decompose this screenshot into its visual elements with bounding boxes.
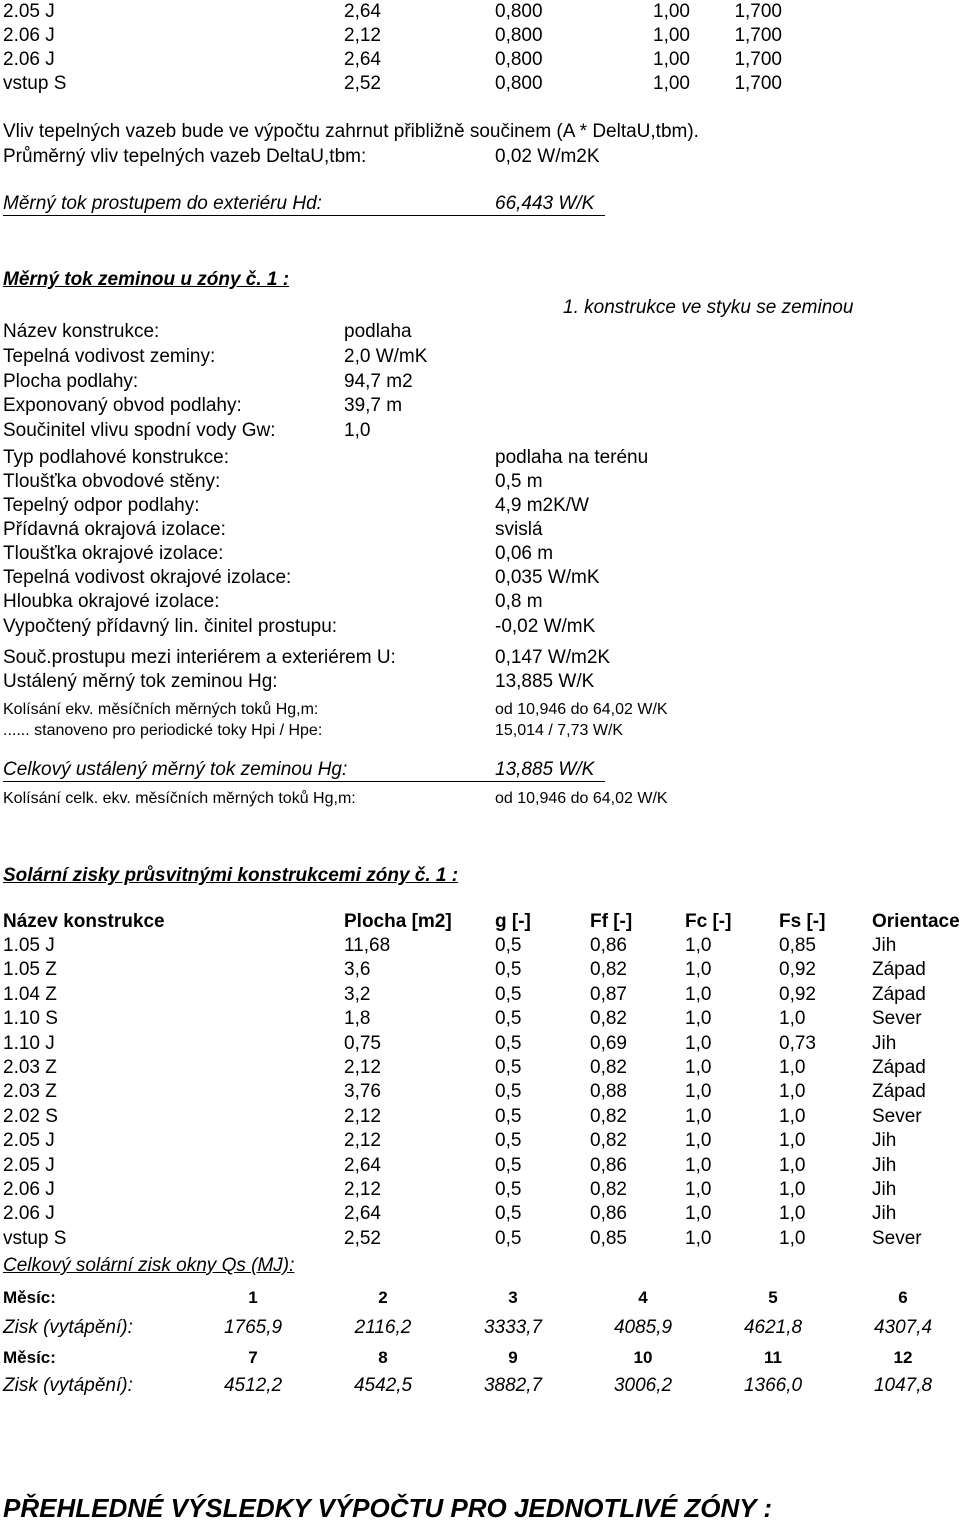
cell: 1,0 [685, 1228, 712, 1249]
ground-total-label: Celkový ustálený měrný tok zeminou Hg: [3, 759, 348, 780]
field-label: Kolísání ekv. měsíčních měrných toků Hg,m: [3, 701, 319, 718]
table-row [0, 1105, 960, 1129]
cell: 0,82 [590, 1057, 627, 1078]
cell: Sever [872, 1228, 922, 1249]
cell: 0,82 [590, 1106, 627, 1127]
column-header: g [-] [495, 911, 531, 932]
gain-value: 2116,2 [354, 1317, 412, 1338]
field-value: 0,035 W/mK [495, 567, 600, 588]
cell: 2,64 [344, 1, 381, 22]
ground-subheading-row [0, 296, 960, 320]
construction-name: 2.06 J [3, 1203, 55, 1224]
cell: 1,0 [685, 1203, 712, 1224]
construction-name: 1.10 J [3, 1033, 55, 1054]
field-label: ...... stanoveno pro periodické toky Hpi / Hpe: [3, 722, 323, 739]
gain-value: 3882,7 [483, 1375, 543, 1396]
table-row [0, 1227, 960, 1251]
field-value: 15,014 / 7,73 W/K [495, 722, 624, 739]
cell: 1,0 [685, 1179, 712, 1200]
solar-total-label: Celkový solární zisk okny Qs (MJ): [3, 1255, 295, 1276]
month-number: 8 [378, 1348, 388, 1367]
cell: 1,00 [653, 25, 690, 46]
field-label: Název konstrukce: [3, 321, 160, 342]
field-value: 0,147 W/m2K [495, 647, 611, 668]
month-number: 1 [248, 1288, 258, 1307]
field-label: Exponovaný obvod podlahy: [3, 395, 242, 416]
cell: 1,0 [779, 1155, 806, 1176]
gain-value: 4085,9 [613, 1317, 673, 1338]
cell: 1,0 [685, 1008, 712, 1029]
cell: 1,0 [685, 1155, 712, 1176]
field-value: svislá [495, 519, 543, 540]
cell: 2,52 [344, 73, 381, 94]
ground-subheading: 1. konstrukce ve styku se zeminou [563, 297, 854, 318]
cell: 1,0 [685, 1106, 712, 1127]
thermal-note-row [0, 120, 960, 144]
field-value: podlaha na terénu [495, 447, 649, 468]
cell: 1,700 [734, 25, 782, 46]
ground-detail-row [0, 566, 960, 590]
construction-name: 1.05 Z [3, 959, 57, 980]
field-value: 39,7 m [344, 395, 403, 416]
thermal-avg-label: Průměrný vliv tepelných vazeb DeltaU,tbm: [3, 146, 367, 167]
table-row [0, 1056, 960, 1080]
field-value: 2,0 W/mK [344, 346, 428, 367]
final-heading: PŘEHLEDNÉ VÝSLEDKY VÝPOČTU PRO JEDNOTLIVÉ ZÓNY : [3, 1493, 773, 1523]
gain-value: 4621,8 [743, 1317, 803, 1338]
construction-name: 2.05 J [3, 1, 55, 22]
hd-row [0, 192, 960, 216]
field-value: 0,5 m [495, 471, 543, 492]
cell: 0,5 [495, 1008, 522, 1029]
field-label: Přídavná okrajová izolace: [3, 519, 226, 540]
cell: 1,0 [685, 984, 712, 1005]
gain-label: Zisk (vytápění): [3, 1375, 133, 1396]
ground-basic-row [0, 320, 960, 344]
cell: 0,800 [495, 73, 543, 94]
solar-total-row [0, 1254, 960, 1278]
cell: 1,0 [779, 1228, 806, 1249]
construction-name: 2.02 S [3, 1106, 58, 1127]
cell: 2,64 [344, 1203, 381, 1224]
construction-name: 1.10 S [3, 1008, 58, 1029]
hd-label: Měrný tok prostupem do exteriéru Hd: [3, 193, 322, 214]
gain-label: Zisk (vytápění): [3, 1317, 133, 1338]
cell: 1,0 [685, 1033, 712, 1054]
table-row [0, 1080, 960, 1104]
field-value: 94,7 m2 [344, 371, 413, 392]
field-label: Tepelná vodivost zeminy: [3, 346, 216, 367]
cell: Sever [872, 1008, 922, 1029]
cell: 0,92 [779, 984, 816, 1005]
field-label: Plocha podlahy: [3, 371, 139, 392]
month-number: 9 [508, 1348, 518, 1367]
ground-result-row [0, 646, 960, 670]
table-row [0, 934, 960, 958]
cell: 0,82 [590, 959, 627, 980]
cell: Sever [872, 1106, 922, 1127]
hd-value: 66,443 W/K [495, 193, 595, 214]
cell: 0,5 [495, 1179, 522, 1200]
cell: 0,88 [590, 1081, 627, 1102]
cell: Jih [872, 1130, 897, 1151]
month-number: 10 [633, 1348, 653, 1367]
month-number: 11 [764, 1348, 782, 1367]
construction-name: 2.03 Z [3, 1081, 57, 1102]
column-header: Název konstrukce [3, 911, 165, 932]
ground-total-row [0, 758, 960, 782]
table-row [0, 48, 960, 72]
cell: Jih [872, 935, 897, 956]
cell: 1,0 [779, 1008, 806, 1029]
cell: 2,12 [344, 1130, 381, 1151]
field-value: 4,9 m2K/W [495, 495, 589, 516]
month-label: Měsíc: [3, 1288, 56, 1307]
solar-table-header [0, 910, 960, 934]
cell: 0,5 [495, 1203, 522, 1224]
hd-underline [3, 215, 605, 216]
cell: 1,00 [653, 1, 690, 22]
cell: 0,75 [344, 1033, 381, 1054]
cell: 1,0 [685, 959, 712, 980]
construction-name: 2.05 J [3, 1130, 55, 1151]
field-value: 1,0 [344, 420, 371, 441]
cell: 1,00 [653, 73, 690, 94]
cell: 1,0 [779, 1130, 806, 1151]
gain-value: 1366,0 [743, 1375, 803, 1396]
cell: 0,5 [495, 1228, 522, 1249]
cell: 1,700 [734, 1, 782, 22]
cell: 1,0 [685, 1130, 712, 1151]
field-label: Typ podlahové konstrukce: [3, 447, 230, 468]
table-row [0, 1032, 960, 1056]
cell: 0,73 [779, 1033, 816, 1054]
construction-name: 2.03 Z [3, 1057, 57, 1078]
ground-detail-row [0, 542, 960, 566]
month-row [0, 1286, 960, 1310]
field-label: Tepelný odpor podlahy: [3, 495, 200, 516]
ground-total-small-row [0, 787, 960, 811]
ground-detail-row [0, 494, 960, 518]
cell: 1,700 [734, 49, 782, 70]
month-number: 4 [638, 1288, 648, 1307]
cell: 1,0 [779, 1081, 806, 1102]
cell: 0,800 [495, 25, 543, 46]
field-value: od 10,946 do 64,02 W/K [495, 701, 668, 718]
cell: 1,00 [653, 49, 690, 70]
field-label: Tepelná vodivost okrajové izolace: [3, 567, 292, 588]
gain-value: 3333,7 [483, 1317, 543, 1338]
ground-detail-row [0, 470, 960, 494]
cell: 1,8 [344, 1008, 371, 1029]
cell: 2,12 [344, 1106, 381, 1127]
field-label: Součinitel vlivu spodní vody Gw: [3, 420, 276, 441]
table-row [0, 1202, 960, 1226]
cell: 1,0 [779, 1179, 806, 1200]
cell: Západ [872, 1081, 926, 1102]
field-label: Hloubka okrajové izolace: [3, 591, 220, 612]
table-row [0, 958, 960, 982]
construction-name: 2.06 J [3, 1179, 55, 1200]
cell: 0,69 [590, 1033, 627, 1054]
month-label: Měsíc: [3, 1348, 56, 1367]
construction-name: 1.05 J [3, 935, 55, 956]
cell: 0,800 [495, 1, 543, 22]
construction-name: vstup S [3, 73, 67, 94]
cell: 1,0 [779, 1057, 806, 1078]
cell: 3,76 [344, 1081, 381, 1102]
thermal-note: Vliv tepelných vazeb bude ve výpočtu zahrnut přibližně součinem (A * DeltaU,tbm). [3, 121, 699, 142]
ground-basic-row [0, 345, 960, 369]
field-value: 13,885 W/K [495, 671, 595, 692]
cell: 2,12 [344, 1057, 381, 1078]
cell: Západ [872, 959, 926, 980]
table-row [0, 983, 960, 1007]
cell: 0,86 [590, 1155, 627, 1176]
cell: 0,85 [590, 1228, 627, 1249]
month-number: 7 [248, 1348, 258, 1367]
column-header: Ff [-] [590, 911, 633, 932]
ground-detail-row [0, 615, 960, 639]
cell: 2,52 [344, 1228, 381, 1249]
table-row [0, 1129, 960, 1153]
field-label: Souč.prostupu mezi interiérem a exteriérem U: [3, 647, 396, 668]
table-row [0, 24, 960, 48]
ground-detail-row [0, 590, 960, 614]
field-label: Vypočtený přídavný lin. činitel prostupu: [3, 616, 338, 637]
cell: 0,5 [495, 959, 522, 980]
column-header: Fc [-] [685, 911, 732, 932]
thermal-avg-value: 0,02 W/m2K [495, 146, 600, 167]
field-value: -0,02 W/mK [495, 616, 596, 637]
solar-heading-row [0, 864, 960, 888]
column-header: Fs [-] [779, 911, 826, 932]
cell: 2,64 [344, 49, 381, 70]
month-number: 2 [378, 1288, 388, 1307]
cell: 0,5 [495, 1130, 522, 1151]
cell: 0,800 [495, 49, 543, 70]
cell: 3,2 [344, 984, 371, 1005]
ground-basic-row [0, 419, 960, 443]
column-header: Orientace [872, 911, 960, 932]
table-row [0, 1154, 960, 1178]
construction-name: 2.06 J [3, 49, 55, 70]
field-label: Kolísání celk. ekv. měsíčních měrných toků Hg,m: [3, 790, 356, 807]
ground-total-value: 13,885 W/K [495, 759, 595, 780]
gain-value: 1047,8 [873, 1375, 933, 1396]
thermal-avg-row [0, 145, 960, 169]
cell: 0,85 [779, 935, 816, 956]
ground-detail-row [0, 518, 960, 542]
month-number: 5 [768, 1288, 778, 1307]
table-row [0, 1007, 960, 1031]
cell: 0,5 [495, 1081, 522, 1102]
field-value: 0,8 m [495, 591, 543, 612]
gain-value: 1765,9 [223, 1317, 283, 1338]
gain-row [0, 1374, 960, 1398]
cell: 0,82 [590, 1179, 627, 1200]
ground-detail-row [0, 446, 960, 470]
cell: 0,5 [495, 1057, 522, 1078]
table-row [0, 1178, 960, 1202]
cell: 1,0 [685, 1057, 712, 1078]
cell: 1,700 [734, 73, 782, 94]
cell: 0,5 [495, 1106, 522, 1127]
construction-name: vstup S [3, 1228, 67, 1249]
cell: 1,0 [685, 935, 712, 956]
field-label: Tloušťka okrajové izolace: [3, 543, 224, 564]
cell: 0,5 [495, 1033, 522, 1054]
column-header: Plocha [m2] [344, 911, 452, 932]
cell: 2,12 [344, 25, 381, 46]
cell: 11,68 [344, 935, 391, 956]
ground-small-row [0, 719, 960, 743]
cell: 2,64 [344, 1155, 381, 1176]
cell: 1,0 [779, 1106, 806, 1127]
cell: Jih [872, 1179, 897, 1200]
ground-basic-row [0, 370, 960, 394]
cell: Jih [872, 1203, 897, 1224]
month-number: 12 [893, 1348, 913, 1367]
month-row [0, 1346, 960, 1370]
cell: Západ [872, 1057, 926, 1078]
construction-name: 2.05 J [3, 1155, 55, 1176]
ground-total-underline [3, 781, 605, 782]
cell: Jih [872, 1033, 897, 1054]
cell: 0,86 [590, 1203, 627, 1224]
cell: 2,12 [344, 1179, 381, 1200]
ground-heading: Měrný tok zeminou u zóny č. 1 : [3, 269, 290, 290]
field-value: 0,06 m [495, 543, 554, 564]
gain-value: 4307,4 [873, 1317, 933, 1338]
construction-name: 1.04 Z [3, 984, 57, 1005]
ground-result-row [0, 670, 960, 694]
gain-value: 4542,5 [353, 1375, 413, 1396]
cell: 0,87 [590, 984, 627, 1005]
field-value: podlaha [344, 321, 412, 342]
cell: 3,6 [344, 959, 371, 980]
cell: 1,0 [779, 1203, 806, 1224]
field-label: Tloušťka obvodové stěny: [3, 471, 221, 492]
cell: 0,92 [779, 959, 816, 980]
field-label: Ustálený měrný tok zeminou Hg: [3, 671, 278, 692]
cell: 0,5 [495, 935, 522, 956]
cell: 0,82 [590, 1008, 627, 1029]
solar-heading: Solární zisky průsvitnými konstrukcemi zóny č. 1 : [3, 865, 459, 886]
gain-value: 4512,2 [223, 1375, 283, 1396]
table-row [0, 0, 960, 24]
final-heading-row [0, 1493, 960, 1523]
gain-row [0, 1316, 960, 1340]
construction-name: 2.06 J [3, 25, 55, 46]
cell: 0,5 [495, 984, 522, 1005]
ground-heading-row [0, 268, 960, 292]
cell: 1,0 [685, 1081, 712, 1102]
month-number: 3 [508, 1288, 518, 1307]
gain-value: 3006,2 [613, 1375, 673, 1396]
cell: Jih [872, 1155, 897, 1176]
field-value: od 10,946 do 64,02 W/K [495, 790, 668, 807]
ground-basic-row [0, 394, 960, 418]
cell: 0,86 [590, 935, 627, 956]
month-number: 6 [898, 1288, 908, 1307]
table-row [0, 72, 960, 96]
cell: 0,5 [495, 1155, 522, 1176]
cell: 0,82 [590, 1130, 627, 1151]
cell: Západ [872, 984, 926, 1005]
